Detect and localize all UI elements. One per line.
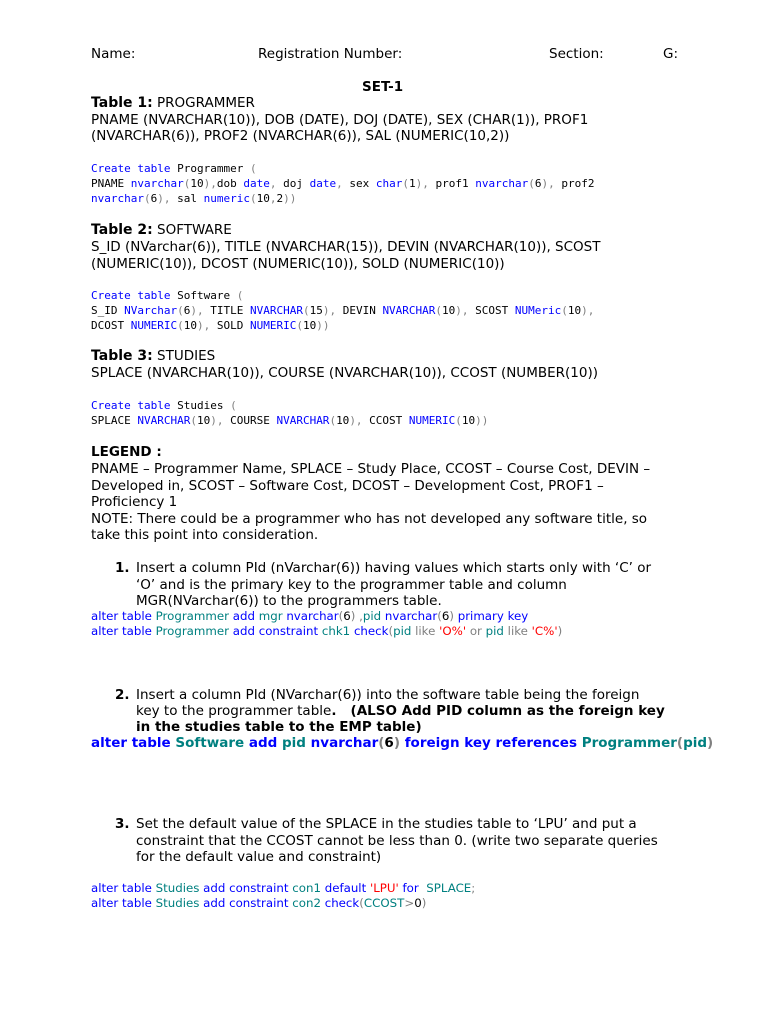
- table3-desc-line1: SPLACE (NVARCHAR(10)), COURSE (NVARCHAR(10)), CCOST (NUMBER(10)): [91, 365, 598, 381]
- sql-q3-default: alter table Studies add constraint con1 default 'LPU' for SPLACE;: [91, 881, 476, 895]
- code-create-programmer-3: nvarchar(6), sal numeric(10,2)): [91, 192, 297, 205]
- sql-q2-alter-fk: alter table Software add pid nvarchar(6) foreign key references Programmer(pid): [91, 735, 714, 751]
- code-create-programmer-1: Create table Programmer (: [91, 162, 257, 175]
- q3-line3: for the default value and constraint): [136, 849, 382, 865]
- set-title: SET-1: [362, 79, 404, 95]
- code-create-software-2: S_ID NVarchar(6), TITLE NVARCHAR(15), DEVIN NVARCHAR(10), SCOST NUMeric(10),: [91, 304, 595, 317]
- q1-line3: MGR(NVarchar(6)) to the programmers table.: [136, 593, 442, 609]
- q1-number: 1.: [115, 560, 130, 576]
- sql-q3-check: alter table Studies add constraint con2 check(CCOST>0): [91, 896, 427, 910]
- table2-desc-line2: (NUMERIC(10)), DCOST (NUMERIC(10)), SOLD (NUMERIC(10)): [91, 256, 505, 272]
- table1-desc-line2: (NVARCHAR(6)), PROF2 (NVARCHAR(6)), SAL (NUMERIC(10,2)): [91, 128, 510, 144]
- code-create-software-3: DCOST NUMERIC(10), SOLD NUMERIC(10)): [91, 319, 330, 332]
- q2-line2: [136, 703, 665, 720]
- q3-number: 3.: [115, 816, 130, 832]
- legend-line2: Developed in, SCOST – Software Cost, DCOST – Development Cost, PROF1 –: [91, 478, 604, 494]
- q2-number: 2.: [115, 687, 130, 703]
- q2-line3: in the studies table to the EMP table): [136, 719, 422, 735]
- table1-label: Table 1:: [91, 95, 153, 111]
- q2-line1: Insert a column PId (NVarchar(6)) into the software table being the foreign: [136, 687, 640, 703]
- table1-name: PROGRAMMER: [157, 95, 255, 111]
- legend-heading: LEGEND :: [91, 444, 162, 460]
- legend-line3: Proficiency 1: [91, 494, 178, 510]
- q1-line1: Insert a column PId (nVarchar(6)) having values which starts only with ‘C’ or: [136, 560, 652, 576]
- code-create-studies-1: Create table Studies (: [91, 399, 237, 412]
- sql-q1-alter-add: alter table Programmer add mgr nvarchar(6) ,pid nvarchar(6) primary key: [91, 609, 529, 623]
- sql-q1-alter-check: alter table Programmer add constraint chk1 check(pid like 'O%' or pid like 'C%'): [91, 624, 563, 638]
- table2-heading: [91, 222, 232, 239]
- table1-heading: [91, 95, 255, 112]
- code-create-software-1: Create table Software (: [91, 289, 244, 302]
- q2-line2-text: key to the programmer table: [136, 703, 332, 719]
- q3-line1: Set the default value of the SPLACE in the studies table to ‘LPU’ and put a: [136, 816, 637, 832]
- name-label: Name:: [91, 46, 136, 62]
- q3-line2: constraint that the CCOST cannot be less than 0. (write two separate queries: [136, 833, 658, 849]
- note-line2: take this point into consideration.: [91, 527, 319, 543]
- q1-line2: ‘O’ and is the primary key to the programmer table and column: [136, 577, 567, 593]
- table3-label: Table 3:: [91, 348, 153, 364]
- table2-desc-line1: S_ID (NVarchar(6)), TITLE (NVARCHAR(15)), DEVIN (NVARCHAR(10)), SCOST: [91, 239, 601, 255]
- legend-line1: PNAME – Programmer Name, SPLACE – Study Place, CCOST – Course Cost, DEVIN –: [91, 461, 651, 477]
- table2-label: Table 2:: [91, 222, 153, 238]
- section-label: Section:: [549, 46, 604, 62]
- q2-line2-bold: . (ALSO Add PID column as the foreign key: [331, 703, 665, 719]
- code-create-studies-2: SPLACE NVARCHAR(10), COURSE NVARCHAR(10), CCOST NUMERIC(10)): [91, 414, 489, 427]
- table2-name: SOFTWARE: [157, 222, 232, 238]
- registration-number-label: Registration Number:: [258, 46, 403, 62]
- group-label: G:: [663, 46, 679, 62]
- table3-heading: [91, 348, 215, 365]
- table1-desc-line1: PNAME (NVARCHAR(10)), DOB (DATE), DOJ (DATE), SEX (CHAR(1)), PROF1: [91, 112, 589, 128]
- table3-name: STUDIES: [157, 348, 216, 364]
- code-create-programmer-2: PNAME nvarchar(10),dob date, doj date, sex char(1), prof1 nvarchar(6), prof2: [91, 177, 595, 190]
- note-line1: NOTE: There could be a programmer who has not developed any software title, so: [91, 511, 648, 527]
